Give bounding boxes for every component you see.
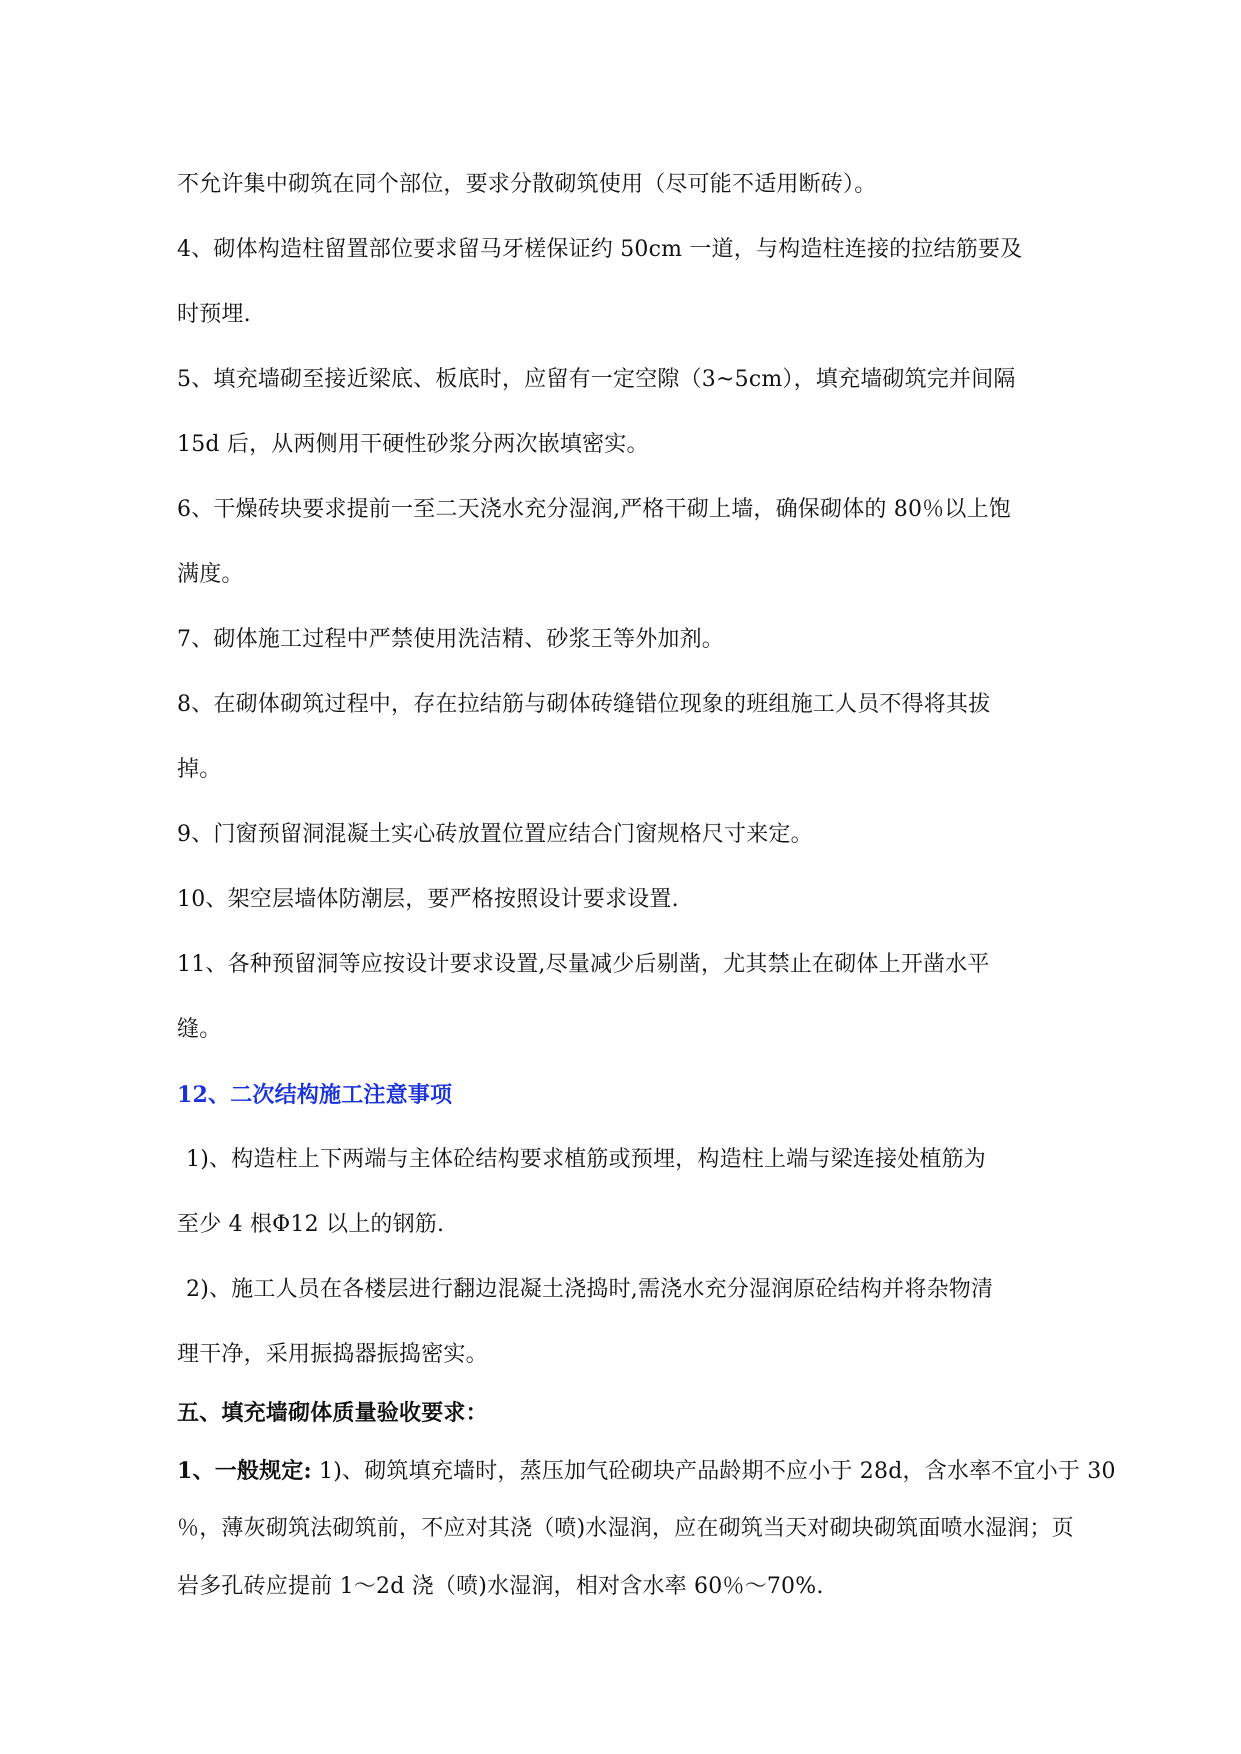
item-10-line: 10、架空层墙体防潮层，要严格按照设计要求设置. [177,887,679,912]
general-rules-line-2: ％，薄灰砌筑法砌筑前，不应对其浇（喷)水湿润，应在砌筑当天对砌块砌筑面喷水湿润；页 [177,1516,1074,1541]
general-rules-label: 1、一般规定: [177,1458,312,1484]
general-rules-line-3: 岩多孔砖应提前 1～2d 浇（喷)水湿润，相对含水率 60％～70%. [177,1574,824,1599]
item-6-line: 6、干燥砖块要求提前一至二天浇水充分湿润,严格干砌上墙，确保砌体的 80％以上饱 [177,497,1011,522]
item-4-line-cont: 时预埋. [177,302,251,327]
item-8-line-cont: 掉。 [177,757,222,782]
item-11-line: 11、各种预留洞等应按设计要求设置,尽量减少后剔凿，尤其禁止在砌体上开凿水平 [177,952,990,977]
general-rules-text: 1)、砌筑填充墙时，蒸压加气砼砌块产品龄期不应小于 28d，含水率不宜小于 30 [311,1459,1116,1484]
item-7-line: 7、砌体施工过程中严禁使用洗洁精、砂浆王等外加剂。 [177,627,724,652]
sub-item-2-line-cont: 理干净，采用振捣器振捣密实。 [177,1342,488,1367]
general-rules-line [177,1456,1116,1487]
item-6-line-cont: 满度。 [177,562,244,587]
item-11-line-cont: 缝。 [177,1017,222,1042]
item-9-line: 9、门窗预留洞混凝土实心砖放置位置应结合门窗规格尺寸来定。 [177,822,813,847]
item-5-line-cont: 15d 后，从两侧用干硬性砂浆分两次嵌填密实。 [177,432,649,457]
section-heading-12: 12、二次结构施工注意事项 [177,1082,453,1108]
item-8-line: 8、在砌体砌筑过程中，存在拉结筋与砌体砖缝错位现象的班组施工人员不得将其拔 [177,692,991,717]
section-heading-5: 五、填充墙砌体质量验收要求： [177,1400,488,1426]
sub-item-1-line-cont: 至少 4 根Φ12 以上的钢筋. [177,1212,445,1237]
sub-item-1-line: 1)、构造柱上下两端与主体砼结构要求植筋或预埋，构造柱上端与梁连接处植筋为 [186,1147,986,1172]
item-5-line: 5、填充墙砌至接近梁底、板底时，应留有一定空隙（3~5cm），填充墙砌筑完并间隔 [177,367,1016,392]
sub-item-2-line: 2)、施工人员在各楼层进行翻边混凝土浇捣时,需浇水充分湿润原砼结构并将杂物清 [186,1277,994,1302]
item-4-line: 4、砌体构造柱留置部位要求留马牙槎保证约 50cm 一道，与构造柱连接的拉结筋要及 [177,237,1023,262]
paragraph-line: 不允许集中砌筑在同个部位，要求分散砌筑使用（尽可能不适用断砖）。 [177,172,877,197]
